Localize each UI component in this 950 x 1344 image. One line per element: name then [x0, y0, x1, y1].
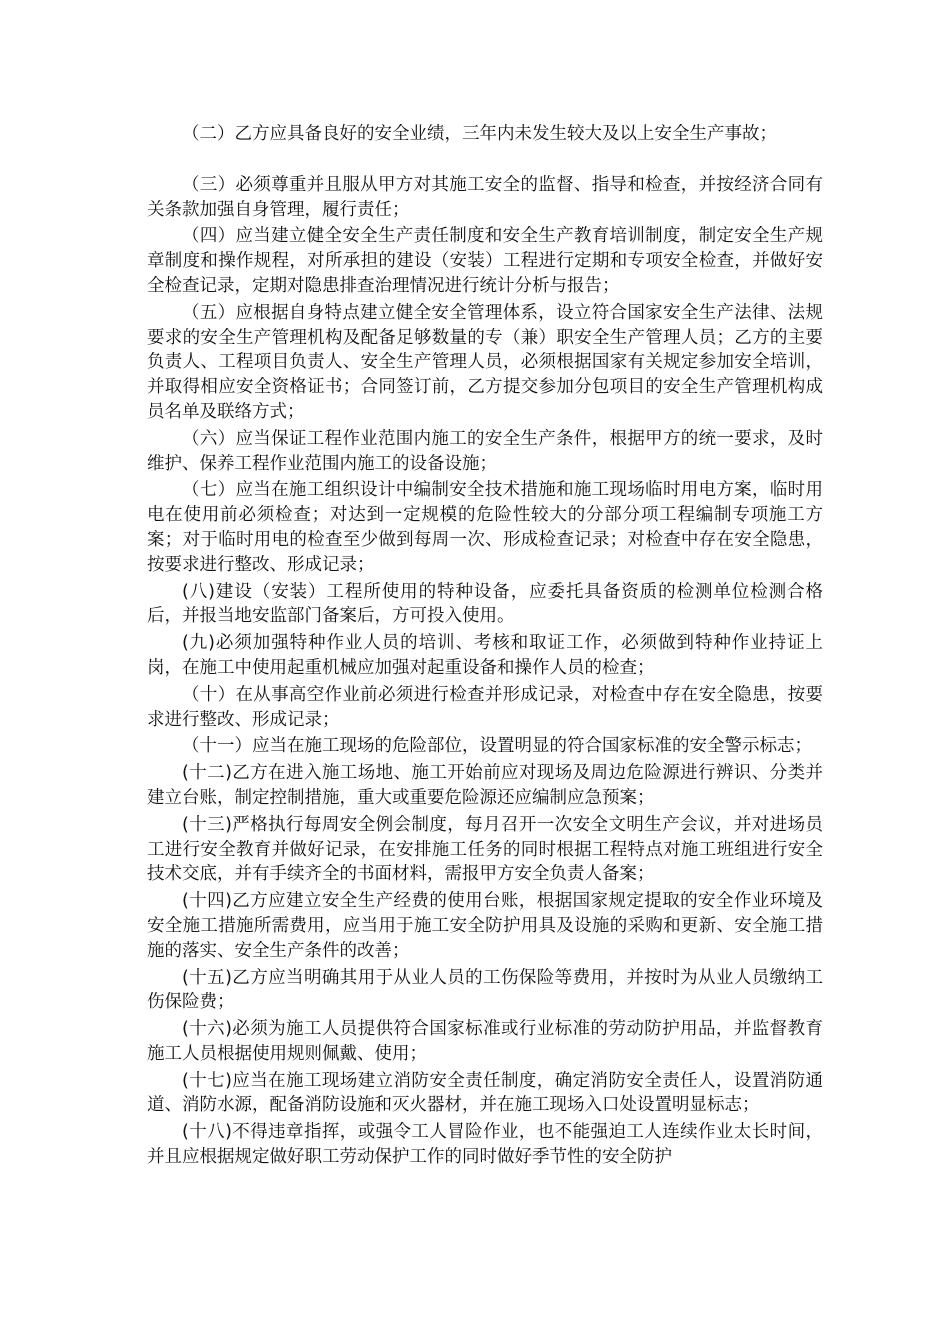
clause-9: (九)必须加强特种作业人员的培训、考核和取证工作，必须做到特种作业持证上岗，在施工中使用起重机械应加强对起重设备和操作人员的检查；	[147, 633, 823, 678]
clause-17: (十七)应当在施工现场建立消防安全责任制度，确定消防安全责任人，设置消防通道、消防水源，配备消防设施和灭火器材，并在施工现场入口处设置明显标志；	[147, 1070, 823, 1116]
clause-8: (八)建设（安装）工程所使用的特种设备，应委托具备资质的检测单位检测合格后，并报当地安监部门备案后，方可投入使用。	[147, 581, 823, 627]
clause-16: (十六)必须为施工人员提供符合国家标准或行业标准的劳动防护用品，并监督教育施工人员根据使用规则佩戴、使用；	[147, 1019, 823, 1064]
clause-6: （六）应当保证工程作业范围内施工的安全生产条件，根据甲方的统一要求，及时维护、保养工程作业范围内施工的设备设施；	[147, 428, 823, 474]
clause-11: （十一）应当在施工现场的危险部位，设置明显的符合国家标准的安全警示标志；	[182, 736, 812, 757]
clause-10: （十）在从事高空作业前必须进行检查并形成记录，对检查中存在安全隐患，按要求进行整改、形成记录；	[147, 684, 823, 730]
clause-3: （三）必须尊重并且服从甲方对其施工安全的监督、指导和检查，并按经济合同有关条款加强自身管理，履行责任；	[147, 174, 823, 220]
clause-12: (十二)乙方在进入施工场地、施工开始前应对现场及周边危险源进行辨识、分类并建立台账，制定控制措施，重大或重要危险源还应编制应急预案；	[147, 763, 823, 808]
clause-4: （四）应当建立健全安全生产责任制度和安全生产教育培训制度，制定安全生产规章制度和操作规程，对所承担的建设（安装）工程进行定期和专项安全检查，并做好安全检查记录，定期对隐患排查治理情况进行统计分析与报告；	[147, 226, 823, 296]
clause-5: （五）应根据自身特点建立健全安全管理体系，设立符合国家安全生产法律、法规要求的安全生产管理机构及配备足够数量的专（兼）职安全生产管理人员；乙方的主要负责人、工程项目负责人、安全生产管理人员，必须根据国家有关规定参加安全培训，并取得相应安全资格证书；合同签订前，乙方提交参加分包项目的安全生产管理机构成员名单及联络方式；	[147, 302, 823, 422]
clause-15: (十五)乙方应当明确其用于从业人员的工伤保险等费用，并按时为从业人员缴纳工伤保险费；	[147, 967, 823, 1013]
clause-14: (十四)乙方应建立安全生产经费的使用台账，根据国家规定提取的安全作业环境及安全施工措施所需费用，应当用于施工安全防护用具及设施的采购和更新、安全施工措施的落实、安全生产条件的改善；	[147, 891, 823, 961]
clause-13: (十三)严格执行每周安全例会制度，每月召开一次安全文明生产会议，并对进场员工进行安全教育并做好记录，在安排施工任务的同时根据工程特点对施工班组进行安全技术交底，并有手续齐全的书面材料，需报甲方安全负责人备案；	[147, 814, 823, 885]
clause-7: （七）应当在施工组织设计中编制安全技术措施和施工现场临时用电方案，临时用电在使用前必须检查；对达到一定规模的危险性较大的分部分项工程编制专项施工方案；对于临时用电的检查至少做到每周一次、形成检查记录；对检查中存在安全隐患，按要求进行整改、形成记录；	[147, 480, 823, 575]
clause-18: (十八)不得违章指挥，或强令工人冒险作业，也不能强迫工人连续作业太长时间，并且应根据规定做好职工劳动保护工作的同时做好季节性的安全防护	[147, 1122, 823, 1168]
document-body	[147, 122, 823, 1172]
clause-2: （二）乙方应具备良好的安全业绩，三年内未发生较大及以上安全生产事故；	[182, 124, 777, 144]
